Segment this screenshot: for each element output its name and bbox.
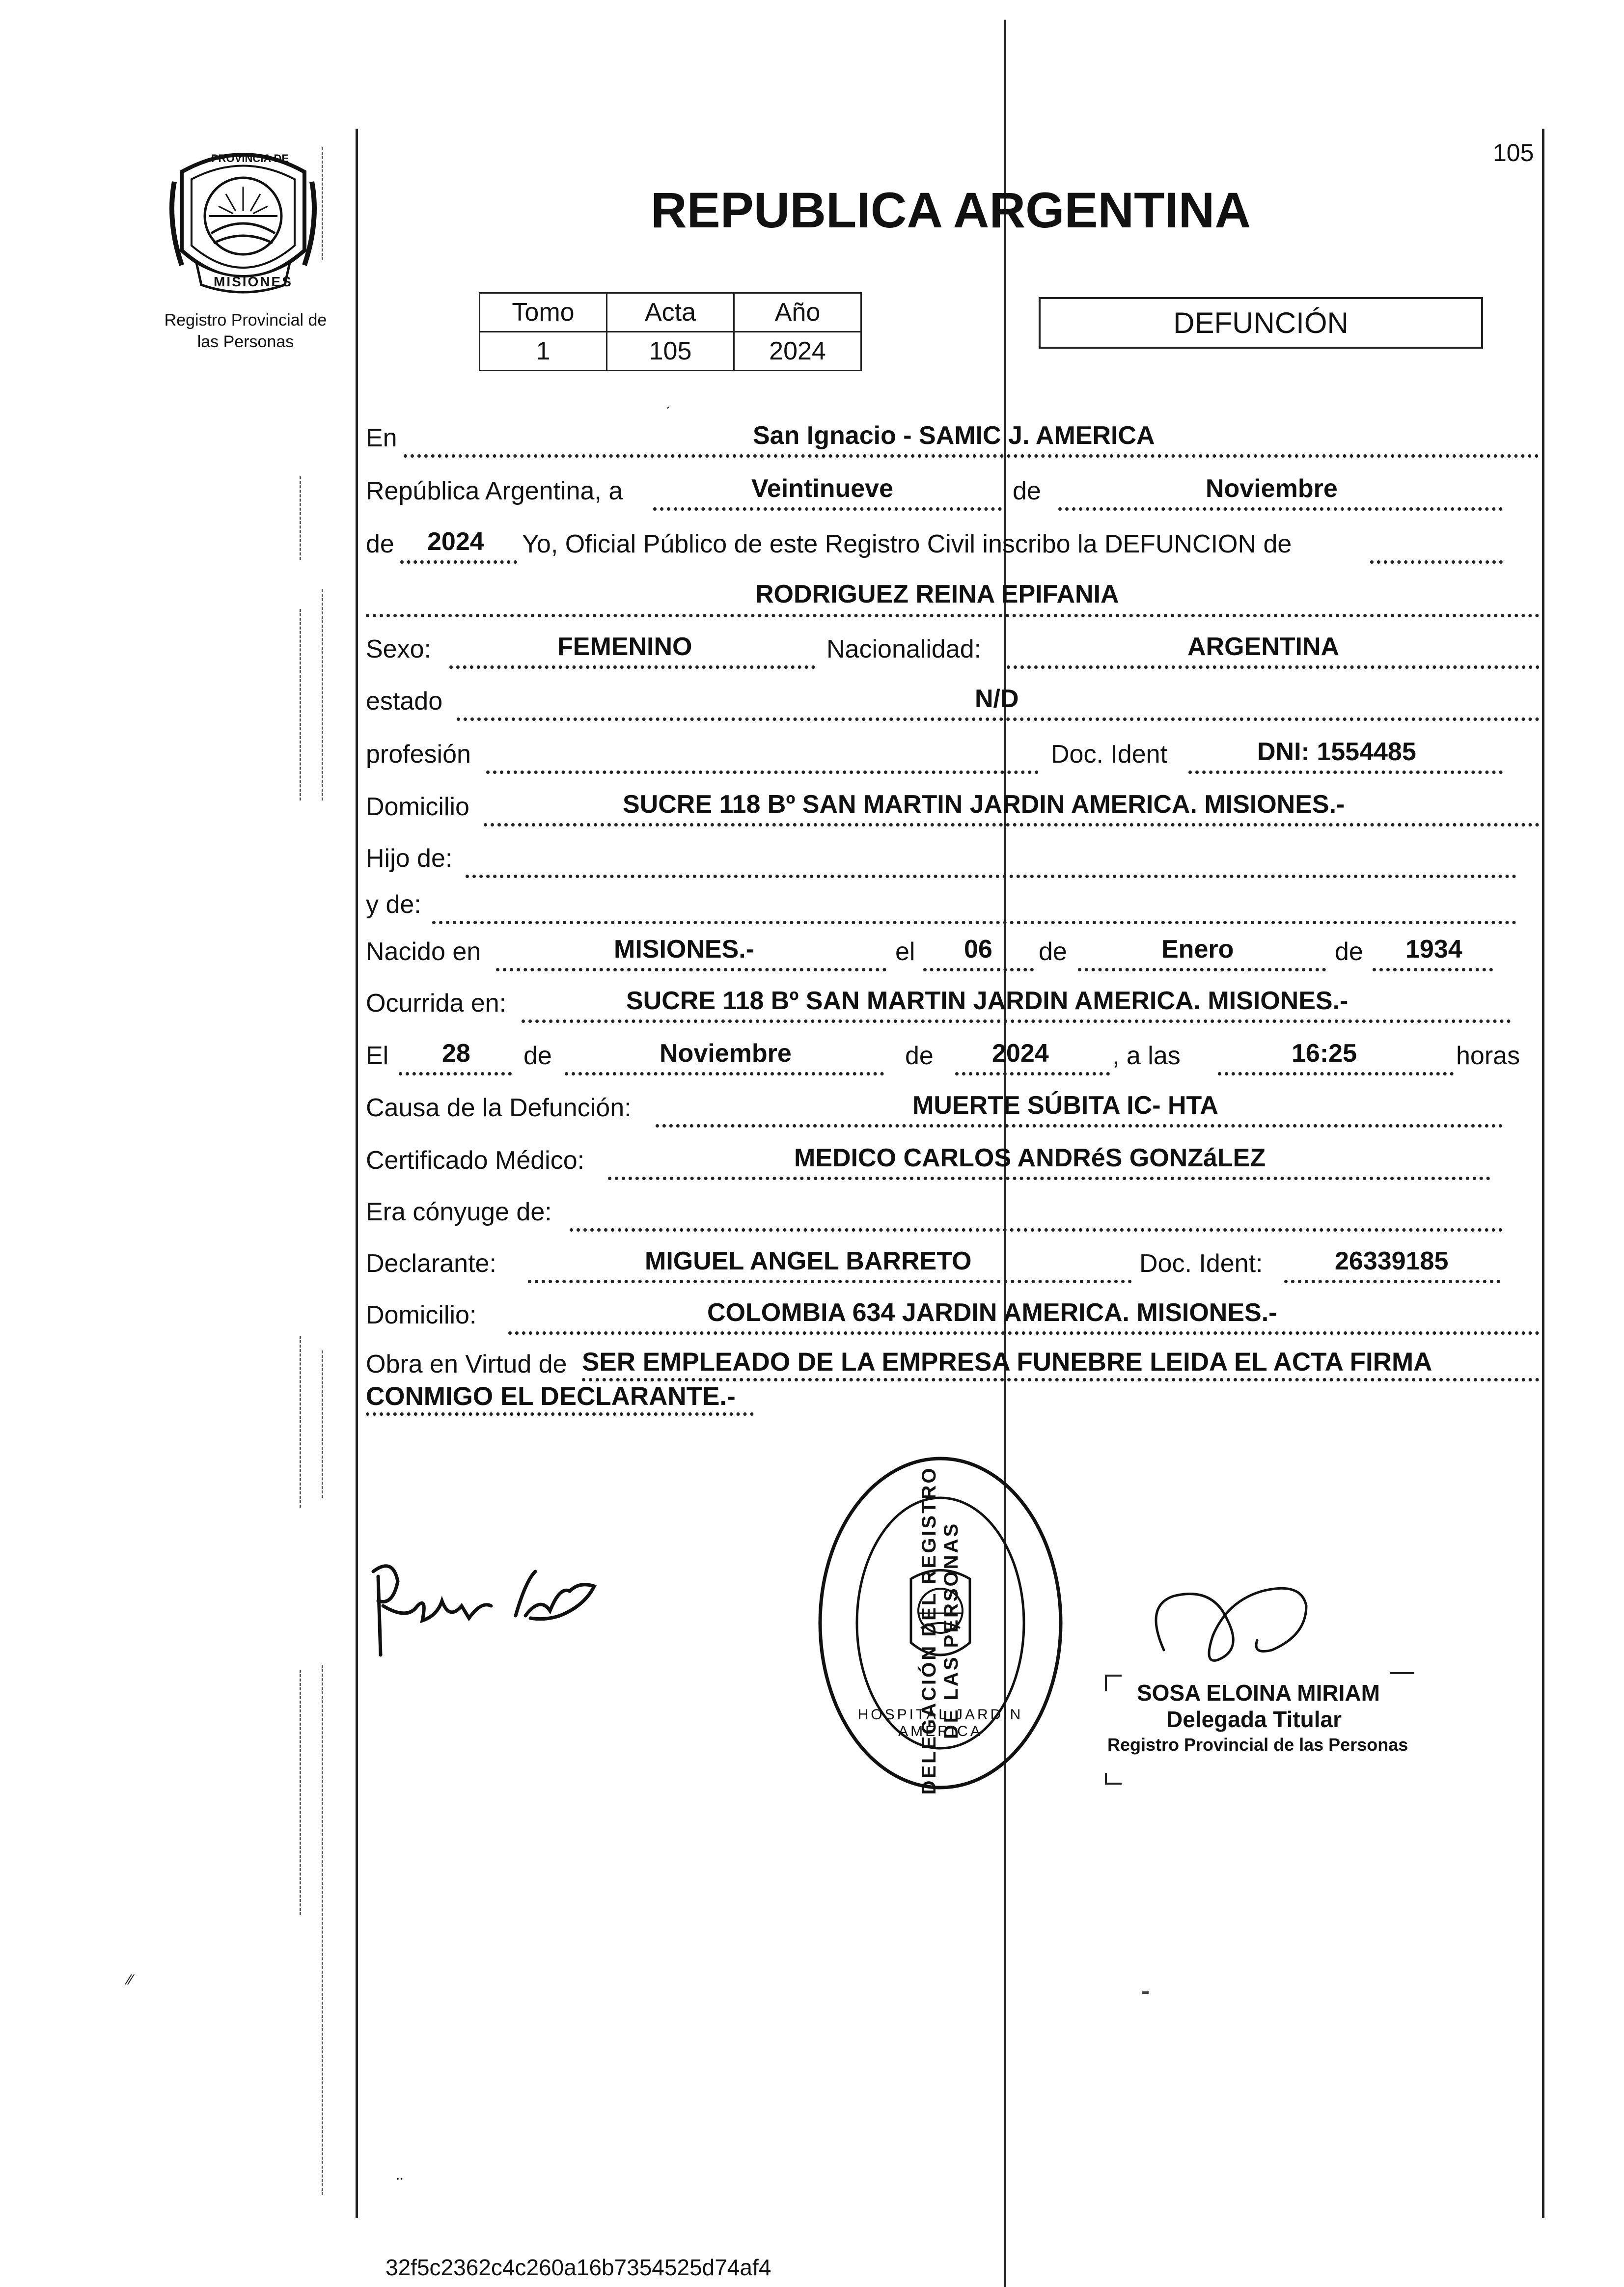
dotted-line: [1373, 968, 1493, 971]
value-causa: MUERTE SÚBITA IC- HTA: [912, 1091, 1218, 1120]
value-def-mes: Noviembre: [660, 1039, 792, 1068]
dotted-line: [582, 1378, 1540, 1381]
label-de-def-anio: de: [905, 1042, 934, 1070]
dotted-line: [608, 1177, 1490, 1180]
value-domicilio: SUCRE 118 Bº SAN MARTIN JARDIN AMERICA. MISIONES.-: [623, 790, 1345, 819]
value-def-anio: 2024: [992, 1039, 1049, 1068]
label-declarante: Declarante:: [366, 1249, 496, 1278]
value-declarante: MIGUEL ANGEL BARRETO: [645, 1247, 972, 1275]
dotted-line: [508, 1331, 1540, 1335]
dotted-line: [1188, 771, 1503, 774]
emblem-bottom-text: MISIONES: [214, 274, 293, 289]
dotted-line: [449, 665, 815, 669]
right-border-line: [1542, 129, 1544, 2218]
dotted-line: [366, 1412, 754, 1416]
label-domicilio: Domicilio: [366, 793, 469, 821]
dotted-line: [1058, 507, 1503, 511]
scan-speck: ˏ: [665, 393, 670, 409]
stamp-bracket: [1105, 1773, 1122, 1785]
value-estado: N/D: [975, 685, 1019, 713]
value-obra-line1: SER EMPLEADO DE LA EMPRESA FUNEBRE LEIDA EL ACTA FIRMA: [582, 1348, 1432, 1377]
value-dia-letras: Veintinueve: [751, 474, 893, 503]
record-table: [479, 292, 862, 371]
value-mes: Noviembre: [1206, 474, 1338, 503]
scan-speck: [1142, 1991, 1149, 1994]
margin-mark: [322, 1665, 323, 2195]
label-a-las: , a las: [1112, 1042, 1181, 1070]
record-header-anio: Año: [734, 293, 861, 332]
value-nac-dia: 06: [964, 935, 992, 964]
record-value-tomo: 1: [480, 332, 607, 371]
page-title: REPUBLICA ARGENTINA: [651, 182, 1251, 238]
label-causa: Causa de la Defunción:: [366, 1094, 632, 1122]
dotted-line: [1218, 1072, 1454, 1075]
label-nacionalidad: Nacionalidad:: [826, 635, 982, 663]
left-border-line: [356, 129, 358, 2218]
record-value-anio: 2024: [734, 332, 861, 371]
record-header-tomo: Tomo: [480, 293, 607, 332]
label-de-anio: de: [366, 530, 394, 558]
official-title: Delegada Titular: [1166, 1707, 1342, 1732]
value-def-dia: 28: [442, 1039, 470, 1068]
document-hash: 32f5c2362c4c260a16b7354525d74af4: [385, 2255, 771, 2280]
dotted-line: [484, 823, 1540, 827]
margin-mark: [322, 1350, 323, 1498]
margin-mark: [300, 1336, 301, 1508]
value-declarante-domicilio: COLOMBIA 634 JARDIN AMERICA. MISIONES.-: [707, 1298, 1277, 1327]
dotted-line: [399, 1072, 512, 1075]
stamp-inner-text: HOSPITAL JARDIN AMERICA: [857, 1707, 1023, 1739]
emblem-top-text: PROVINCIA DE: [211, 152, 289, 165]
label-hijo-de: Hijo de:: [366, 844, 453, 873]
dotted-line: [1007, 665, 1540, 669]
label-certificado: Certificado Médico:: [366, 1146, 585, 1175]
official-block: [1107, 1680, 1408, 1755]
official-stamp: [813, 1451, 1068, 1795]
dotted-line: [653, 507, 1002, 511]
margin-mark: [300, 609, 301, 800]
dotted-line: [404, 454, 1539, 458]
registry-name: [142, 309, 349, 353]
label-ocurrida-en: Ocurrida en:: [366, 989, 507, 1018]
dotted-line: [400, 560, 517, 564]
value-fallecido: RODRIGUEZ REINA EPIFANIA: [755, 580, 1119, 608]
scan-speck: ᠃: [393, 2172, 403, 2188]
registry-name-line2: las Personas: [197, 332, 294, 351]
value-declarante-doc: 26339185: [1335, 1247, 1449, 1275]
value-lugar: San Ignacio - SAMIC J. AMERICA: [753, 421, 1155, 450]
record-value-acta: 105: [607, 332, 734, 371]
dotted-line: [496, 968, 886, 971]
label-de-def-mes: de: [523, 1042, 552, 1070]
value-sexo: FEMENINO: [557, 633, 692, 661]
page-number: 105: [1493, 139, 1534, 166]
dotted-line: [528, 1280, 1132, 1283]
label-doc-ident: Doc. Ident: [1051, 740, 1168, 769]
value-nac-anio: 1934: [1405, 935, 1462, 964]
official-signature: [1144, 1576, 1350, 1670]
value-anio: 2024: [427, 527, 484, 556]
label-domicilio-declarante: Domicilio:: [366, 1301, 477, 1329]
stamp-bracket: [1390, 1672, 1414, 1674]
label-y-de: y de:: [366, 890, 421, 919]
margin-mark: [300, 476, 301, 560]
dotted-line: [457, 717, 1540, 721]
official-name: SOSA ELOINA MIRIAM: [1137, 1680, 1380, 1706]
dotted-line: [656, 1124, 1503, 1128]
value-nacionalidad: ARGENTINA: [1187, 633, 1340, 661]
label-de-mes: de: [1013, 477, 1041, 505]
stamp-bracket: [1105, 1675, 1122, 1691]
margin-mark: [322, 589, 323, 800]
value-def-hora: 16:25: [1292, 1039, 1357, 1068]
value-certificado: MEDICO CARLOS ANDRéS GONZáLEZ: [794, 1144, 1266, 1172]
record-header-acta: Acta: [607, 293, 734, 332]
label-sexo: Sexo:: [366, 635, 431, 663]
dotted-line: [432, 921, 1516, 924]
dotted-line: [570, 1228, 1503, 1232]
dotted-line: [565, 1072, 884, 1075]
label-el: el: [895, 937, 915, 966]
official-office: Registro Provincial de las Personas: [1107, 1735, 1408, 1755]
value-obra-line2: CONMIGO EL DECLARANTE.-: [366, 1382, 736, 1411]
declarant-signature: [363, 1552, 619, 1665]
label-en: En: [366, 424, 397, 452]
label-yo-oficial: Yo, Oficial Público de este Registro Civil inscribo la DEFUNCION de: [522, 530, 1292, 558]
label-de-nac-anio: de: [1335, 937, 1363, 966]
label-republica: República Argentina, a: [366, 477, 623, 505]
label-horas: horas: [1456, 1042, 1520, 1070]
label-profesion: profesión: [366, 740, 471, 769]
dotted-line: [923, 968, 1034, 971]
dotted-line: [366, 614, 1540, 617]
dotted-line: [1370, 560, 1503, 564]
registry-name-line1: Registro Provincial de: [164, 311, 327, 330]
dotted-line: [486, 771, 1039, 774]
label-nacido-en: Nacido en: [366, 937, 481, 966]
value-ocurrida-en: SUCRE 118 Bº SAN MARTIN JARDIN AMERICA. MISIONES.-: [626, 987, 1349, 1015]
label-conyuge: Era cónyuge de:: [366, 1198, 552, 1226]
margin-mark: [300, 1670, 301, 1915]
dotted-line: [1284, 1280, 1500, 1283]
label-doc-ident-declarante: Doc. Ident:: [1139, 1249, 1263, 1278]
dotted-line: [1078, 968, 1326, 971]
value-nac-mes: Enero: [1161, 935, 1234, 964]
document-type-box: [1039, 297, 1483, 349]
provincial-emblem: [162, 142, 324, 300]
label-estado: estado: [366, 687, 443, 716]
scan-speck: ⁄⁄: [128, 1972, 133, 1988]
dotted-line: [522, 1020, 1511, 1023]
dotted-line: [466, 875, 1516, 878]
label-de-nac-mes: de: [1039, 937, 1067, 966]
value-nacido-en: MISIONES.-: [614, 935, 755, 964]
stamp-outer-text: DELEGACIÓN DEL REGISTRO DE LAS PERSONAS: [918, 1466, 962, 1795]
document-type: DEFUNCIÓN: [1173, 306, 1349, 339]
label-obra: Obra en Virtud de: [366, 1350, 567, 1378]
label-el-cap: El: [366, 1042, 389, 1070]
value-doc-ident: DNI: 1554485: [1257, 738, 1416, 766]
dotted-line: [955, 1072, 1110, 1075]
